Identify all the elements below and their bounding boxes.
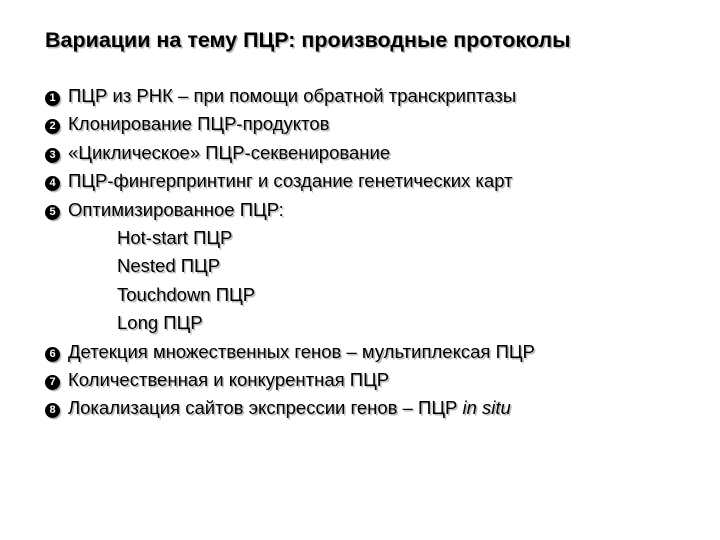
number-2-icon: 2 [45, 119, 60, 134]
list-item-in-situ [45, 394, 535, 422]
list-item-text: Оптимизированное ПЦР: [68, 198, 284, 220]
number-6-icon: 6 [45, 347, 60, 362]
list-item-text: Локализация сайтов экспрессии генов – ПЦР [68, 397, 463, 419]
list-item-text: «Циклическое» ПЦР-секвенирование [68, 141, 391, 163]
list-item-optimized [45, 196, 535, 224]
list-item-text: ПЦР-фингерпринтинг и создание генетических карт [68, 170, 513, 192]
list-item-cloning [45, 110, 535, 138]
list-item-text: Клонирование ПЦР-продуктов [68, 113, 330, 135]
list-item-italic-text: in situ [462, 397, 511, 419]
list-item-sequencing [45, 139, 535, 167]
sub-item-hot-start: Hot-start ПЦР [117, 226, 233, 248]
sub-item-long: Long ПЦР [117, 312, 203, 334]
list-item-text: ПЦР из РНК – при помощи обратной транскриптазы [68, 85, 517, 106]
list-item-text: Количественная и конкурентная ПЦР [68, 368, 390, 390]
list-item-text: Детекция множественных генов – мультиплексая ПЦР [68, 340, 535, 362]
number-4-icon: 4 [45, 176, 60, 191]
protocol-list [45, 82, 535, 423]
sub-item-nested: Nested ПЦР [117, 255, 221, 277]
number-5-icon: 5 [45, 205, 60, 220]
sub-item-touchdown: Touchdown ПЦР [117, 283, 256, 305]
list-item-multiplex [45, 338, 535, 366]
list-item-rt-pcr [45, 82, 535, 110]
number-7-icon: 7 [45, 375, 60, 390]
list-item-quantitative [45, 366, 535, 394]
slide-title: Вариации на тему ПЦР: производные протоколы [45, 28, 571, 52]
number-8-icon: 8 [45, 403, 60, 418]
number-1-icon: 1 [45, 91, 60, 106]
number-3-icon: 3 [45, 148, 60, 163]
list-item-fingerprinting [45, 167, 535, 195]
